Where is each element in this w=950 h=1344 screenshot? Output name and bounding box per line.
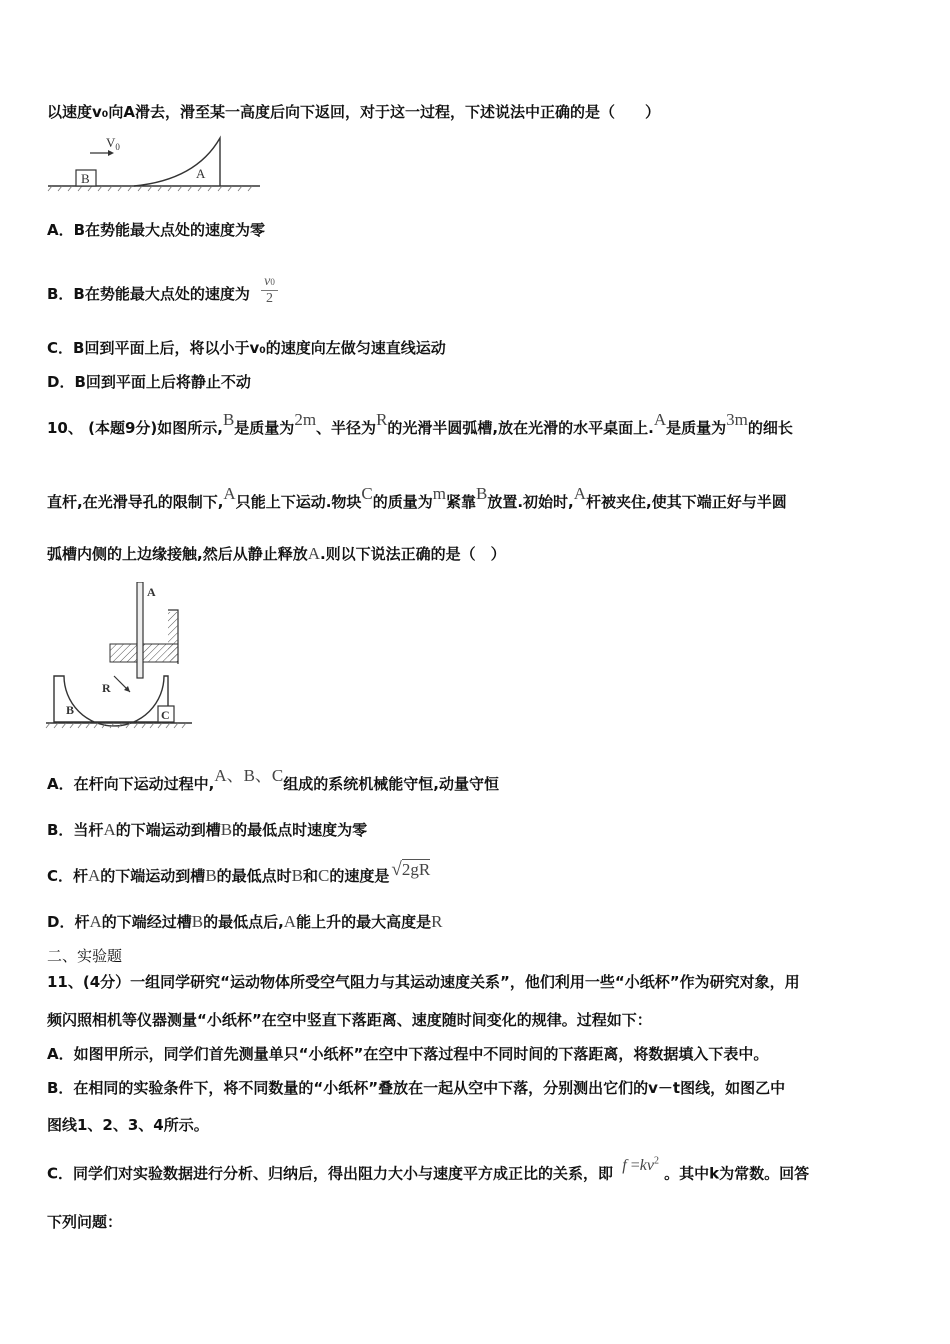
q9-figure bbox=[46, 130, 262, 192]
q10-option-a: A．在杆向下运动过程中,A、B、C组成的系统机械能守恒,动量守恒 bbox=[47, 766, 499, 793]
q10-stem-line1: 10、 (本题9分)如图所示,B是质量为2m、半径为R的光滑半圆弧槽,放在光滑的水平桌面上.A是质量为3m的细长 bbox=[47, 410, 793, 437]
q10-stem-line3: 弧槽内侧的上边缘接触,然后从静止释放A.则以下说法正确的是（ ） bbox=[47, 544, 506, 563]
q9-option-c: C．B回到平面上后，将以小于v₀的速度向左做匀速直线运动 bbox=[47, 339, 446, 357]
q11-line4: B．在相同的实验条件下，将不同数量的“小纸杯”叠放在一起从空中下落，分别测出它们的v－t图线，如图乙中 bbox=[47, 1079, 786, 1097]
q11-line1: 11、(4分）一组同学研究“运动物体所受空气阻力与其运动速度关系”，他们利用一些“小纸杯”作为研究对象，用 bbox=[47, 973, 800, 991]
q11-line6: C．同学们对实验数据进行分析、归纳后，得出阻力大小与速度平方成正比的关系，即 $f =kv^2$ 。其中k为常数。回答 bbox=[47, 1156, 810, 1183]
q9-fraction-v0-over-2: $\frac{v0}{2}$ bbox=[261, 274, 278, 307]
q10-label-a: A bbox=[147, 585, 156, 599]
q9-option-d: D．B回到平面上后将静止不动 bbox=[47, 373, 251, 391]
q10-option-b: B．当杆A的下端运动到槽B的最低点时速度为零 bbox=[47, 820, 368, 839]
q9-ramp-a bbox=[134, 138, 220, 186]
q9-option-a: A．B在势能最大点处的速度为零 bbox=[47, 221, 266, 239]
q11-line3: A．如图甲所示，同学们首先测量单只“小纸杯”在空中下落过程中不同时间的下落距离，将数据填入下表中。 bbox=[47, 1045, 769, 1063]
q10-rod-a bbox=[137, 582, 143, 678]
q10-option-c: C．杆A的下端运动到槽B的最低点时B和C的速度是 √2gR bbox=[47, 859, 431, 885]
q10-option-d: D．杆A的下端经过槽B的最低点后,A能上升的最大高度是R bbox=[47, 912, 443, 931]
q9-option-b: B．B在势能最大点处的速度为 $\frac{v0}{2}$ bbox=[47, 278, 278, 311]
q10-label-b: B bbox=[66, 703, 75, 717]
q10-block-b bbox=[54, 676, 168, 726]
q11-line5: 图线1、2、3、4所示。 bbox=[47, 1116, 209, 1134]
q10-label-c: C bbox=[161, 708, 170, 722]
q11-line2: 频闪照相机等仪器测量“小纸杯”在空中竖直下落距离、速度随时间变化的规律。过程如下： bbox=[47, 1011, 652, 1029]
q9-label-a: A bbox=[196, 166, 206, 181]
section-heading-experiment: 二、实验题 bbox=[47, 947, 123, 965]
q10-label-r: R bbox=[102, 681, 111, 695]
q9-label-b: B bbox=[81, 171, 90, 186]
q9-v0-label: $V_0$ bbox=[106, 135, 120, 152]
sqrt-2gR: √2gR bbox=[391, 859, 431, 880]
q11-line7: 下列问题： bbox=[47, 1213, 123, 1231]
q9-stem: 以速度v₀向A滑去，滑至某一高度后向下返回，对于这一过程，下述说法中正确的是（ ） bbox=[47, 103, 660, 121]
formula-f-kv2: $f =kv^2$ bbox=[622, 1156, 659, 1175]
q10-figure bbox=[44, 582, 194, 732]
q10-stem-line2: 直杆,在光滑导孔的限制下,A只能上下运动.物块C的质量为m紧靠B放置.初始时,A杆被夹住,使其下端正好与半圆 bbox=[47, 484, 787, 511]
